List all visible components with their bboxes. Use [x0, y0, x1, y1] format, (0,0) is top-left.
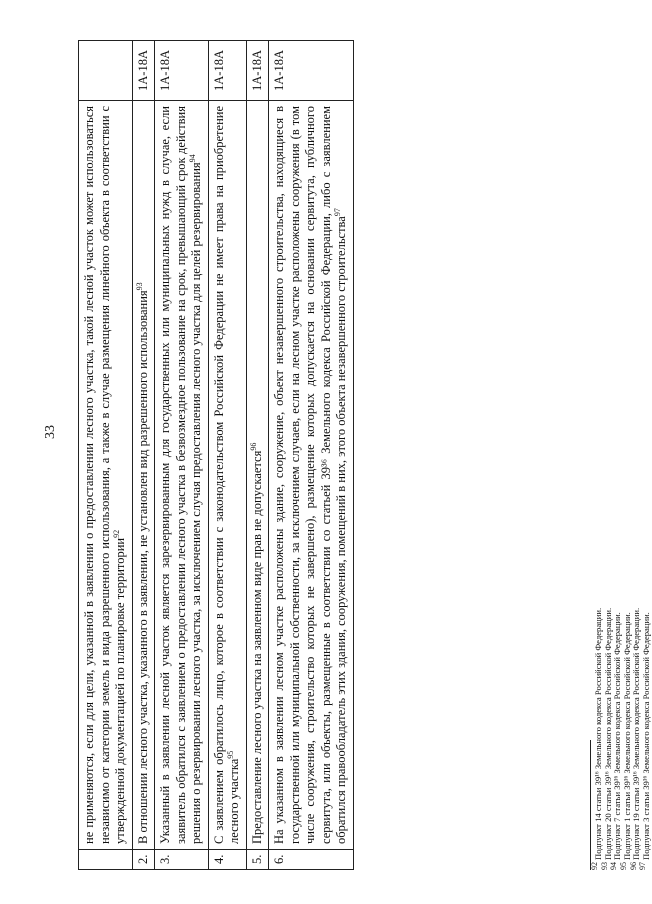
row-text: В отношении лесного участка, указанного в заявлении, не установлен вид разрешенного использования$^{93}$: [132, 101, 155, 850]
row-code: 1А-18А: [155, 41, 209, 101]
row-code: [79, 41, 133, 101]
row-text: не применяются, если для цели, указанной в заявлении о предоставлении лесного участка, такой лесной участок может использоваться независимо от категории земель и вида разрешенного использования, а также в случае размещения линейного объекта в соответствии с утвержденной документацией по планировке территории$^{92}$: [79, 101, 133, 850]
footnote: $^{95}$Подпункт 1 статьи 39¹⁶ Земельного кодекса Российской Федерации.: [618, 612, 632, 870]
row-text: Указанный в заявлении лесной участок является зарезервированным для государственных или муниципальных нужд в случае, если заявитель обратился с заявлением о предоставлении лесного участка в безвозмездное пользование на срок, превышающий срок действия решения о резервировании лесного участка, за исключением случая предоставления лесного участка для целей резервирования$^{94}$: [155, 101, 209, 850]
footnote: $^{94}$Подпункт 7 статьи 39¹⁶ Земельного кодекса Российской Федерации.: [609, 612, 623, 870]
row-number: [79, 850, 133, 870]
row-text: Предоставление лесного участка на заявленном виде прав не допускается$^{96}$: [246, 101, 269, 850]
refusal-grounds-table: [78, 40, 354, 870]
row-number: 6.: [269, 850, 354, 870]
footnote: $^{97}$Подпункт 3 статьи 39¹⁶ Земельного кодекса Российской Федерации.: [638, 612, 651, 870]
row-code: 1А-18А: [246, 41, 269, 101]
row-code: 1А-18А: [132, 41, 155, 101]
table-row: [246, 41, 269, 870]
footnotes: [590, 110, 652, 870]
table-row: [79, 41, 133, 870]
rotated-page-content: [78, 40, 651, 870]
row-number: 2.: [132, 850, 155, 870]
table-row: [132, 41, 155, 870]
footnote-separator: [590, 740, 591, 870]
table-row: [208, 41, 246, 870]
footnote: $^{92}$Подпункт 14 статьи 39¹⁶ Земельного кодекса Российской Федерации.: [590, 607, 603, 870]
table-row: [155, 41, 209, 870]
footnote: $^{96}$Подпункт 19 статьи 39¹⁶ Земельного кодекса Российской Федерации.: [628, 607, 642, 870]
row-code: 1А-18А: [269, 41, 354, 101]
row-number: 4.: [208, 850, 246, 870]
page-number: 33: [43, 425, 58, 439]
row-code: 1А-18А: [208, 41, 246, 101]
row-text: На указанном в заявлении лесном участке расположены здание, сооружение, объект незавершенного строительства, находящиеся в государственной или муниципальной собственности, за исключением случаев, если на лесном участке расположены сооружения (в том числе сооружения, строительство которых не завершено), размещение которых допускается на основании сервитута, публичного сервитута, или объекты, размещенные в соответствии со статьей 39³⁶ Земельного кодекса Российской Федерации, либо с заявлением обратился правообладатель этих здания, сооружения, помещений в них, этого объекта незавершенного строительства$^{97}$: [269, 101, 354, 850]
row-text: С заявлением обратилось лицо, которое в соответствии с законодательством Российской Федерации не имеет права на приобретение лесного участка$^{95}$: [208, 101, 246, 850]
row-number: 5.: [246, 850, 269, 870]
table-row: [269, 41, 354, 870]
footnote: $^{93}$Подпункт 20 статьи 39¹⁶ Земельного кодекса Российской Федерации.: [599, 607, 613, 870]
row-number: 3.: [155, 850, 209, 870]
